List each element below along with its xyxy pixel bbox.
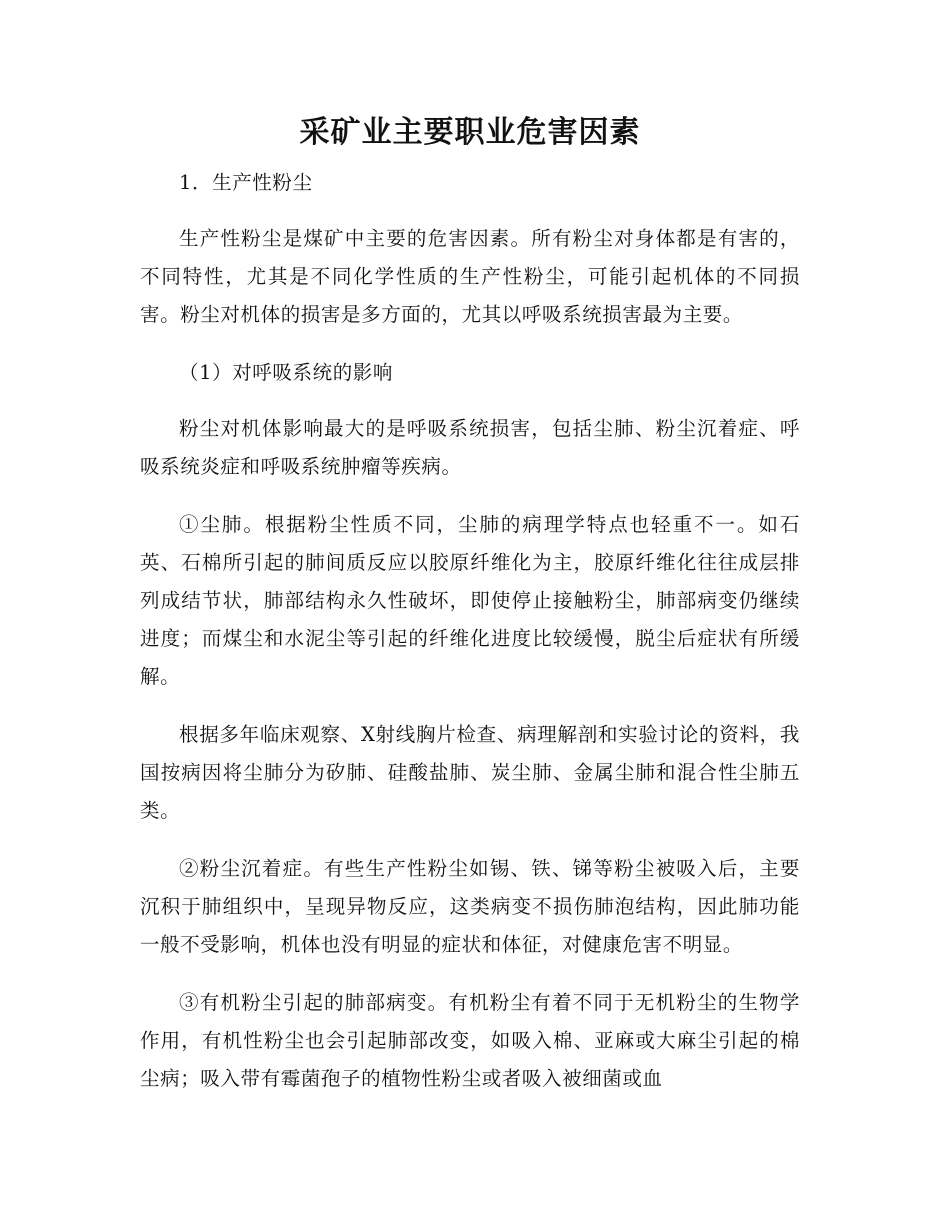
paragraph-pneumoconiosis-classification: 根据多年临床观察、X射线胸片检查、病理解剖和实验讨论的资料，我国按病因将尘肺分为矽肺、硅酸盐肺、炭尘肺、金属尘肺和混合性尘肺五类。 [140, 723, 800, 822]
paragraph-pneumoconiosis: ①尘肺。根据粉尘性质不同，尘肺的病理学特点也轻重不一。如石英、石棉所引起的肺间质反应以胶原纤维化为主，胶原纤维化往往成层排列成结节状，肺部结构永久性破坏，即使停止接触粉尘，肺部病变仍继续进度；而煤尘和水泥尘等引起的纤维化进度比较缓慢，脱尘后症状有所缓解。 [140, 513, 800, 688]
paragraph-dust-intro: 生产性粉尘是煤矿中主要的危害因素。所有粉尘对身体都是有害的，不同特性，尤其是不同化学性质的生产性粉尘，可能引起机体的不同损害。粉尘对机体的损害是多方面的，尤其以呼吸系统损害最为主要。 [140, 227, 800, 326]
paragraph-dust-deposition: ②粉尘沉着症。有些生产性粉尘如锡、铁、锑等粉尘被吸入后，主要沉积于肺组织中，呈现异物反应，这类病变不损伤肺泡结构，因此肺功能一般不受影响，机体也没有明显的症状和体征，对健康危害不明显。 [140, 857, 800, 956]
paragraph-respiratory-damage: 粉尘对机体影响最大的是呼吸系统损害，包括尘肺、粉尘沉着症、呼吸系统炎症和呼吸系统肿瘤等疾病。 [140, 417, 800, 478]
section-heading-productive-dust: 1．生产性粉尘 [179, 171, 313, 194]
paragraph-organic-dust: ③有机粉尘引起的肺部病变。有机粉尘有着不同于无机粉尘的生物学作用，有机性粉尘也会引起肺部改变，如吸入棉、亚麻或大麻尘引起的棉尘病；吸入带有霉菌孢子的植物性粉尘或者吸入被细菌或血 [140, 991, 800, 1090]
document-title: 采矿业主要职业危害因素 [299, 115, 641, 150]
subheading-respiratory-effects: （1）对呼吸系统的影响 [179, 361, 394, 384]
document-page [140, 108, 800, 1118]
